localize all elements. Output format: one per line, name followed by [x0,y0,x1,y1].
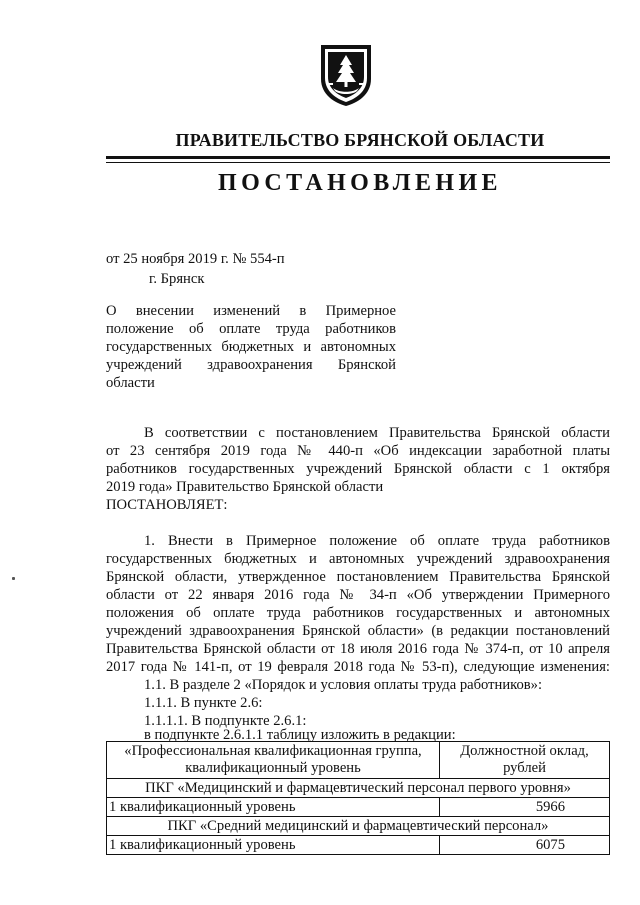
header-rule-thick [106,156,610,159]
table-row [107,798,610,817]
table-row [107,836,610,855]
item-1-line: учреждений здравоохранения Брянской области» (в редакции постановлений [106,623,610,639]
item-1-line: положения об оплате труда работников государственных и автономных [106,605,610,621]
table-header-row [107,742,610,779]
salary-cell: 6075 [440,836,610,855]
table-group-row [107,779,610,798]
salary-table [106,741,610,855]
level-cell: 1 квалификационный уровень [107,836,440,855]
item-1-line: Брянской области, утвержденное постановлением Правительства Брянской [106,569,610,585]
subitem-line: 1.1. В разделе 2 «Порядок и условия оплаты труда работников»: [144,677,543,693]
coat-of-arms-emblem [319,43,373,107]
decree-word: ПОСТАНОВЛЯЕТ: [106,497,228,513]
level-cell: 1 квалификационный уровень [107,798,440,817]
salary-cell: 5966 [440,798,610,817]
subitem-line: в подпункте 2.6.1.1 таблицу изложить в редакции: [144,727,456,743]
margin-mark [12,577,15,580]
topic-line: области [106,375,155,391]
topic-line: учреждений здравоохранения Брянской [106,357,396,373]
subitem-line: 1.1.1. В пункте 2.6: [144,695,263,711]
preamble-line: 2019 года» Правительство Брянской области [106,479,384,495]
date-number-line: от 25 ноября 2019 г. № 554-п [106,251,285,267]
item-1-line: государственных бюджетных и автономных учреждений здравоохранения [106,551,610,567]
header-rule-thin [106,162,610,163]
group-title-cell: ПКГ «Средний медицинский и фармацевтический персонал» [107,817,610,836]
item-1-line: области от 22 января 2016 года № 34-п «Об утверждении Примерного [106,587,610,603]
topic-line: О внесении изменений в Примерное [106,303,396,319]
group-title-cell: ПКГ «Медицинский и фармацевтический персонал первого уровня» [107,779,610,798]
item-1-line: Правительства Брянской области от 18 июля 2016 года № 374-п, от 10 апреля [106,641,610,657]
city-line: г. Брянск [149,271,205,287]
preamble-line: В соответствии с постановлением Правительства Брянской области [144,425,610,441]
preamble-paragraph [106,424,610,496]
topic-line: положение об оплате труда работников [106,321,396,337]
preamble-line: работников государственных учреждений Брянской области с 1 октября [106,461,610,477]
document-type: ПОСТАНОВЛЕНИЕ [218,170,502,196]
table-group-row [107,817,610,836]
item-1-paragraph [106,532,610,676]
preamble-line: от 23 сентября 2019 года № 440-п «Об индексации заработной платы [106,443,610,459]
subitem-line: 1.1.1.1. В подпункте 2.6.1: [144,713,307,729]
table-header-cell: «Профессиональная квалификационная группа, квалификационный уровень [107,742,440,779]
topic-line: государственных бюджетных и автономных [106,339,396,355]
table-header-cell: Должностной оклад, рублей [440,742,610,779]
document-topic [106,302,396,392]
item-1-line: 2017 года № 141-п, от 19 февраля 2018 года № 53-п), следующие изменения: [106,659,610,675]
item-1-line: 1. Внести в Примерное положение об оплате труда работников [144,533,610,549]
government-name: ПРАВИТЕЛЬСТВО БРЯНСКОЙ ОБЛАСТИ [175,130,545,150]
